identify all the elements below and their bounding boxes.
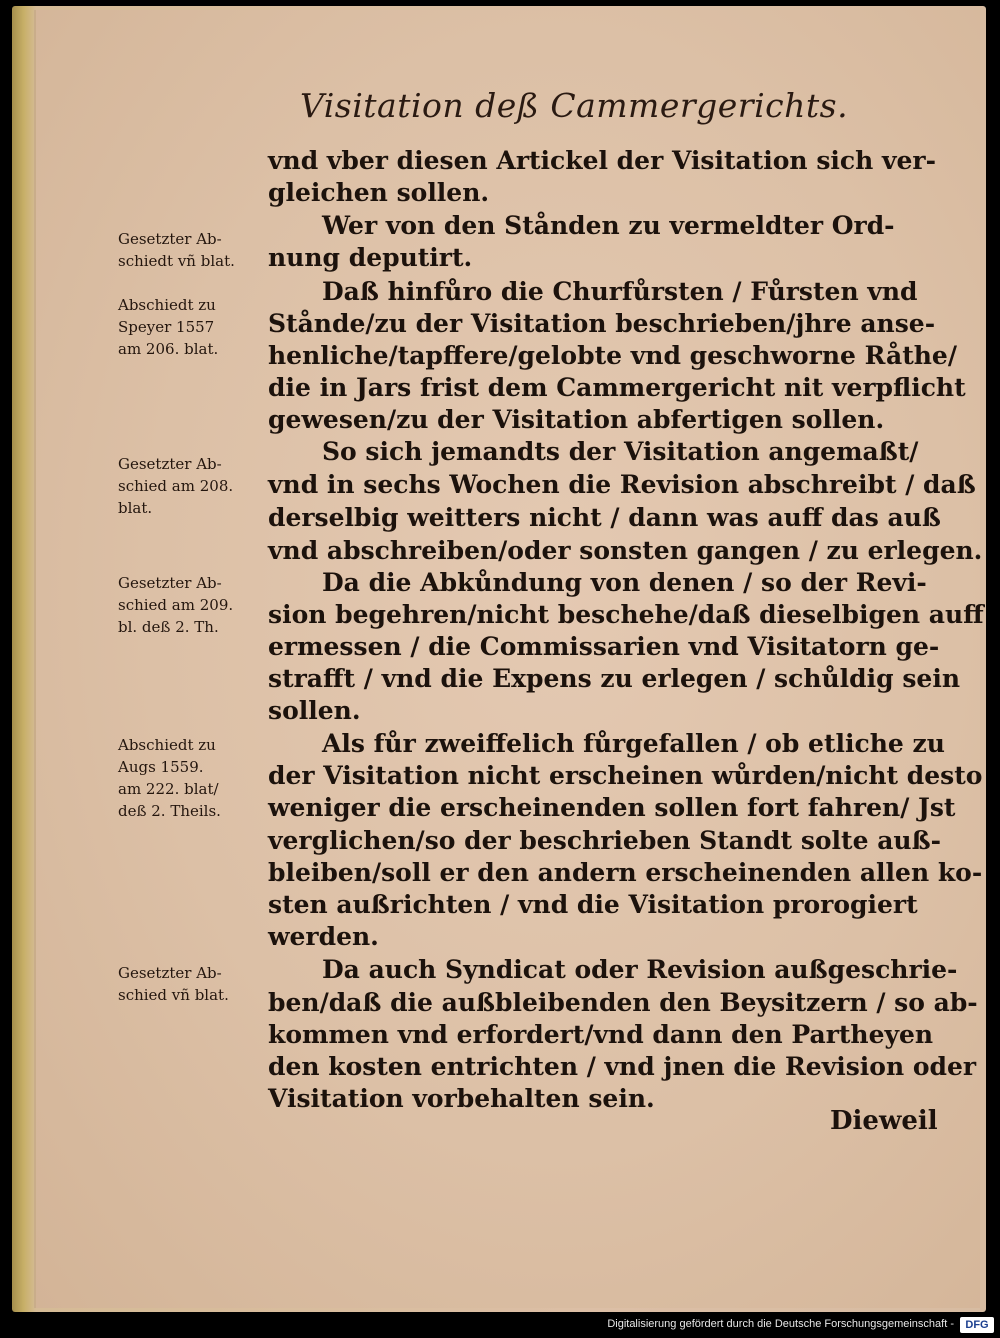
body-line: Da die Abkůndung von denen / so der Revi- <box>322 568 927 597</box>
body-line: nung deputirt. <box>268 243 473 272</box>
footer-bar <box>0 1314 1000 1338</box>
margin-note: bl. deß 2. Th. <box>118 618 219 636</box>
body-line: Daß hinfůro die Churfůrsten / Fůrsten vnd <box>322 277 918 306</box>
margin-note: Gesetzter Ab- <box>118 964 222 982</box>
body-line: sion begehren/nicht beschehe/daß dieselbigen auff <box>268 600 984 629</box>
body-line: So sich jemandts der Visitation angemaßt/ <box>322 437 919 466</box>
body-line: derselbig weitters nicht / dann was auff das auß <box>268 503 941 532</box>
body-line: werden. <box>268 922 379 951</box>
margin-note: schied am 209. <box>118 596 234 614</box>
body-line: Da auch Syndicat oder Revision außgeschrie- <box>322 955 958 984</box>
margin-note: Gesetzter Ab- <box>118 230 222 248</box>
margin-note: Speyer 1557 <box>118 318 215 336</box>
body-line: vnd abschreiben/oder sonsten gangen / zu erlegen. <box>268 536 983 565</box>
body-line: die in Jars frist dem Cammergericht nit verpflicht <box>268 373 966 402</box>
body-line: ermessen / die Commissarien vnd Visitatorn ge- <box>268 632 940 661</box>
body-line: kommen vnd erfordert/vnd dann den Partheyen <box>268 1020 934 1049</box>
funding-notice: Digitalisierung gefördert durch die Deutsche Forschungsgemeinschaft - <box>607 1318 954 1330</box>
body-line: vnd vber diesen Artickel der Visitation sich ver- <box>268 146 936 175</box>
body-line: Als fůr zweiffelich fůrgefallen / ob etliche zu <box>322 729 945 758</box>
body-line: vnd in sechs Wochen die Revision abschreibt / daß <box>268 470 976 499</box>
body-line: Stånde/zu der Visitation beschrieben/jhre anse- <box>268 309 936 338</box>
body-line: der Visitation nicht erscheinen wůrden/nicht desto <box>268 761 983 790</box>
body-line: weniger die erscheinenden sollen fort fahren/ Jst <box>268 793 956 822</box>
margin-note: am 206. blat. <box>118 340 219 358</box>
margin-note: schied vñ blat. <box>118 986 229 1004</box>
margin-note: Abschiedt zu <box>118 736 216 754</box>
body-line: henliche/tapffere/gelobte vnd geschworne Råthe/ <box>268 341 957 370</box>
margin-note: schiedt vñ blat. <box>118 252 235 270</box>
catchword: Dieweil <box>830 1106 938 1136</box>
body-line: Visitation vorbehalten sein. <box>268 1084 655 1113</box>
dfg-logo: DFG <box>960 1317 994 1333</box>
body-line: gleichen sollen. <box>268 178 490 207</box>
margin-note: blat. <box>118 499 153 517</box>
body-line: gewesen/zu der Visitation abfertigen sollen. <box>268 405 885 434</box>
body-line: sten außrichten / vnd die Visitation prorogiert <box>268 890 918 919</box>
body-line: strafft / vnd die Expens zu erlegen / schůldig sein <box>268 664 960 693</box>
running-header: Visitation deß Cammergerichts. <box>300 86 849 125</box>
body-line: sollen. <box>268 696 361 725</box>
margin-note: am 222. blat/ <box>118 780 219 798</box>
body-line: den kosten entrichten / vnd jnen die Revision oder <box>268 1052 977 1081</box>
body-line: Wer von den Stånden zu vermeldter Ord- <box>322 211 895 240</box>
margin-note: Augs 1559. <box>118 758 204 776</box>
body-line: verglichen/so der beschrieben Standt solte auß- <box>268 826 941 855</box>
body-line: bleiben/soll er den andern erscheinenden allen ko- <box>268 858 983 887</box>
body-line: ben/daß die außbleibenden den Beysitzern / so ab- <box>268 988 978 1017</box>
margin-note: deß 2. Theils. <box>118 802 221 820</box>
margin-note: Gesetzter Ab- <box>118 455 222 473</box>
margin-note: Abschiedt zu <box>118 296 216 314</box>
margin-note: Gesetzter Ab- <box>118 574 222 592</box>
margin-note: schied am 208. <box>118 477 234 495</box>
